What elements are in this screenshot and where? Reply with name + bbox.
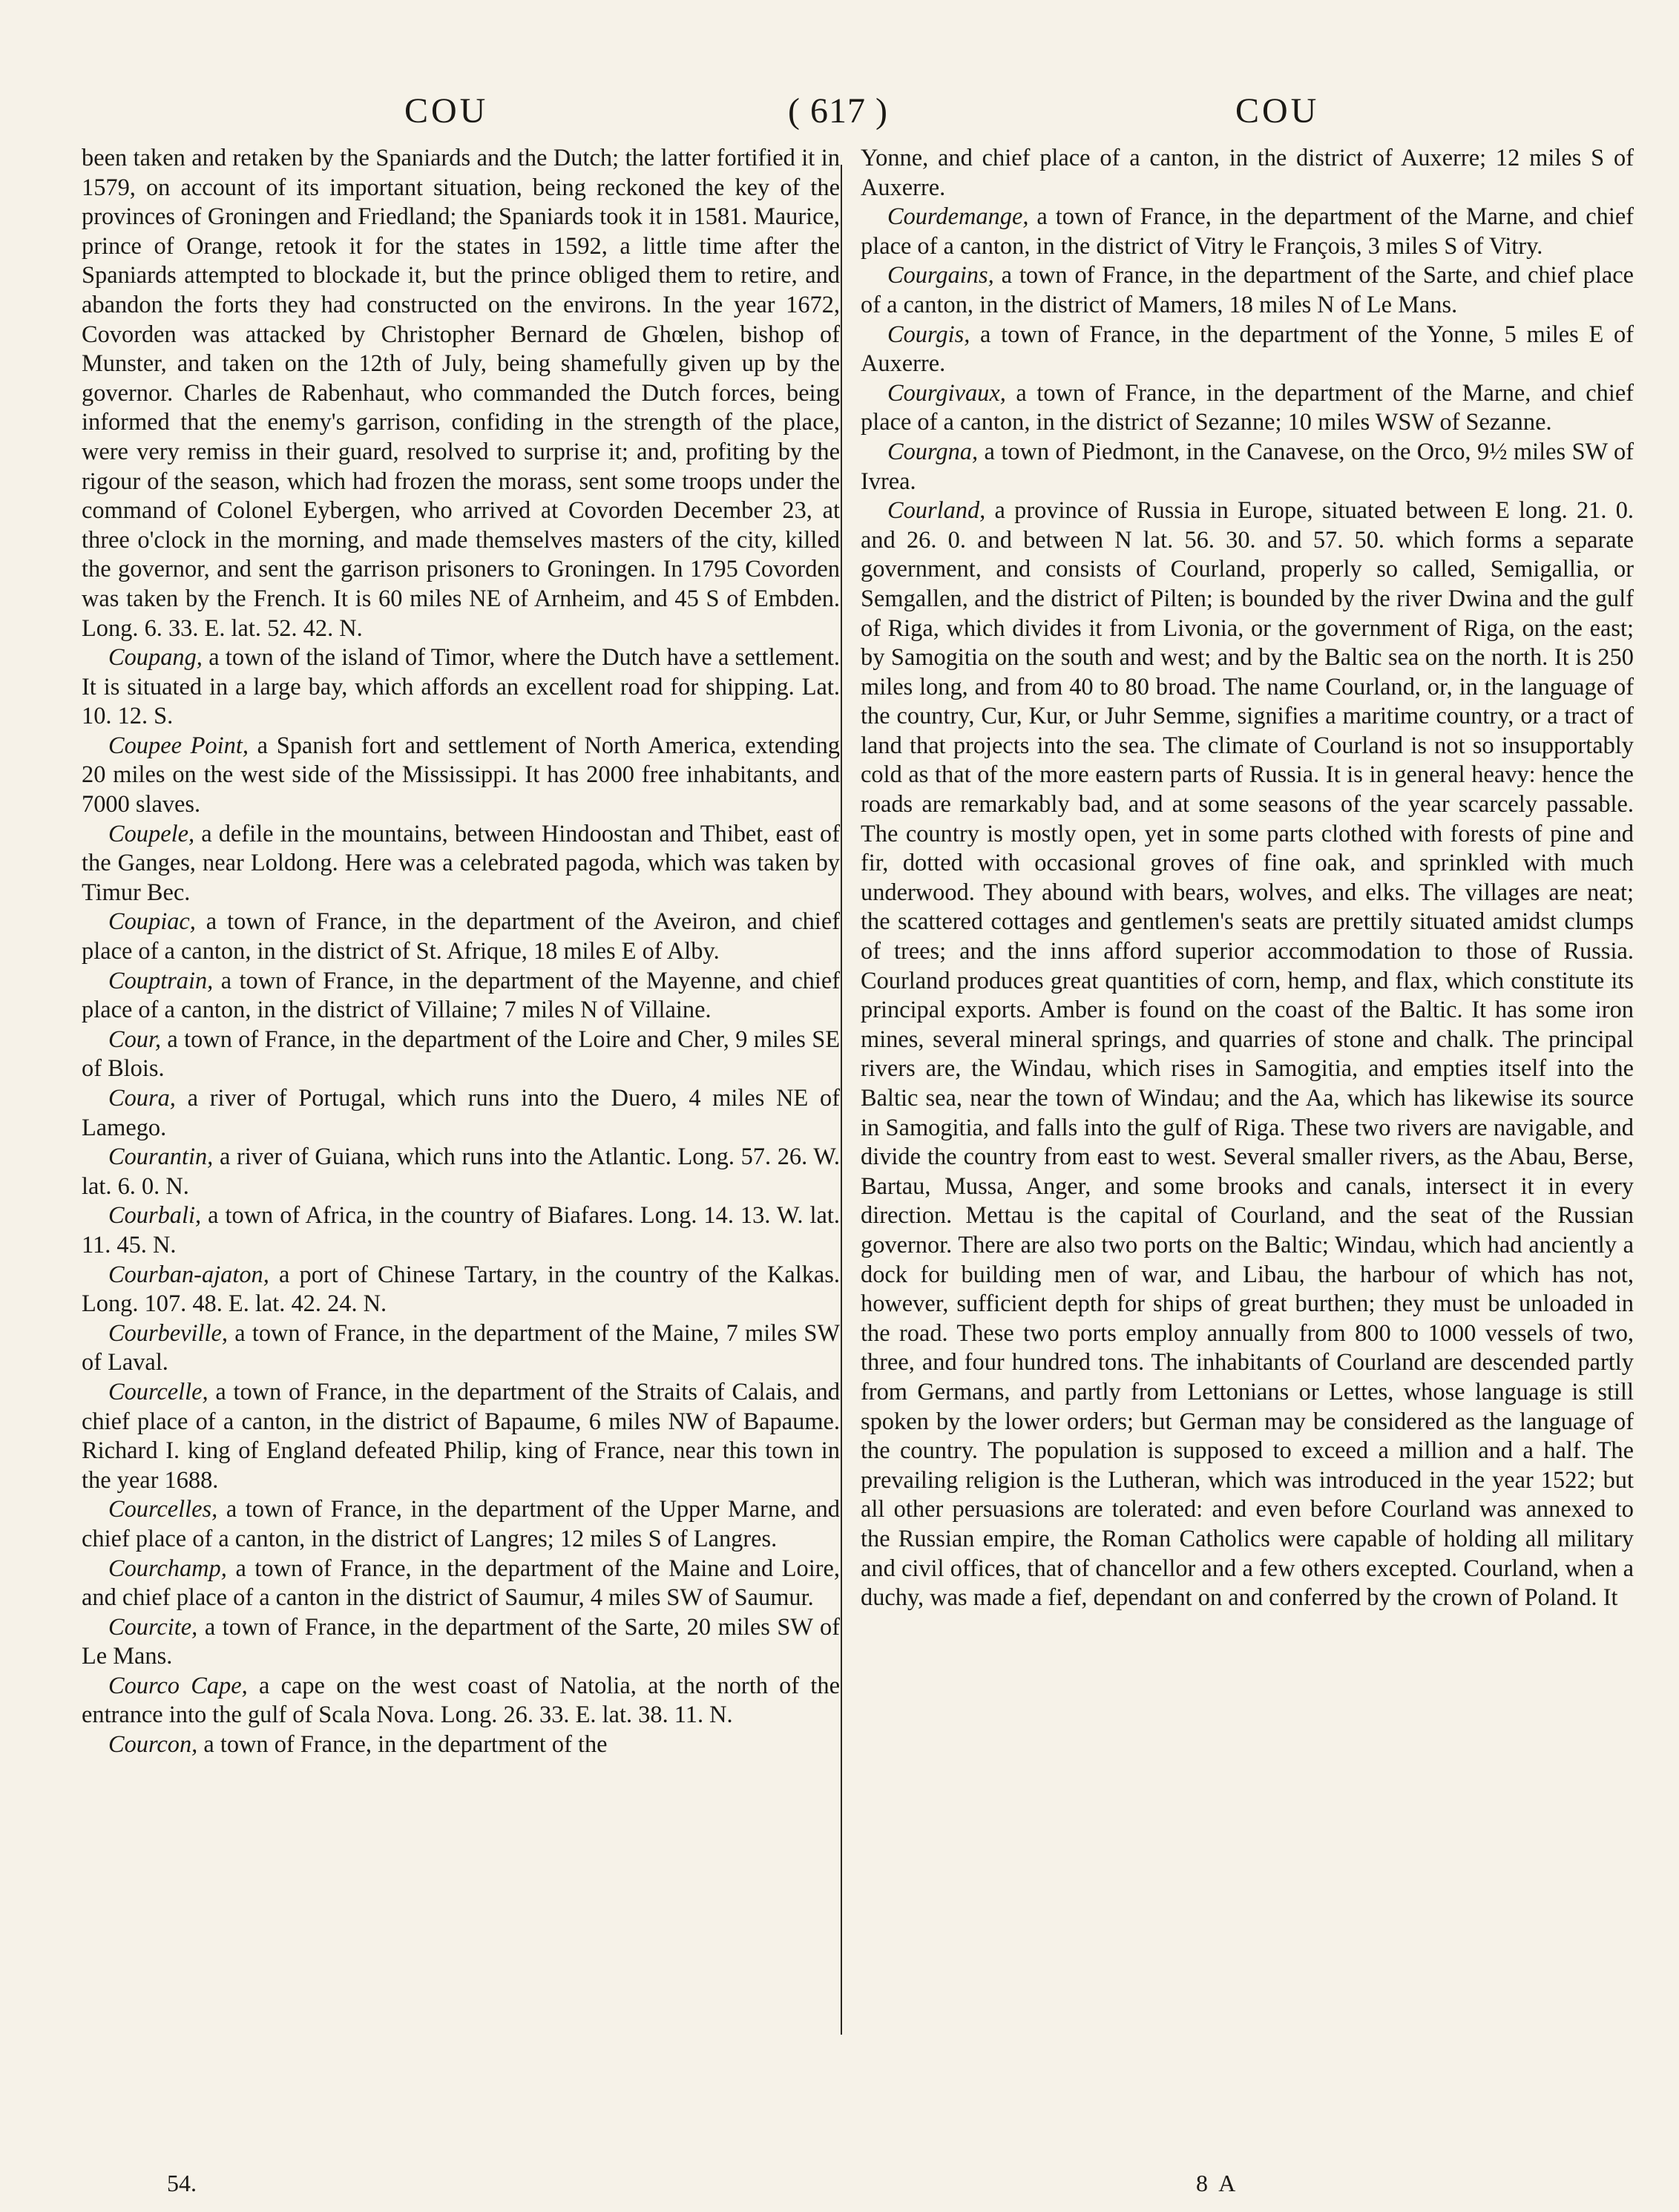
gazetteer-entry: [82, 1730, 840, 1760]
entry-headword: Coura,: [108, 1085, 176, 1112]
running-head-right: COU: [1235, 91, 1320, 131]
running-head-left: COU: [404, 91, 489, 131]
page-number: ( 617 ): [788, 91, 888, 131]
entry-text: a town of France, in the department of the Sarte, 20 miles SW of Le Mans.: [82, 1613, 840, 1670]
entry-text: a defile in the mountains, between Hindoostan and Thibet, east of the Ganges, near Loldong. Here was a celebrated pagoda, which was taken by Timur Bec.: [82, 820, 840, 906]
entry-headword: Courdemange,: [887, 203, 1029, 231]
left-column: [82, 144, 840, 1760]
right-column: [861, 144, 1634, 1613]
column-divider: [841, 165, 842, 2035]
signature-mark-left: 54.: [167, 2170, 197, 2196]
entry-text: a town of France, in the department of the Yonne, 5 miles E of Auxerre.: [861, 321, 1634, 378]
gazetteer-entry: [861, 203, 1634, 261]
entry-text: a river of Portugal, which runs into the Duero, 4 miles NE of Lamego.: [82, 1085, 840, 1141]
gazetteer-entry: [82, 1025, 840, 1084]
entry-headword: Cour,: [108, 1025, 162, 1053]
entry-headword: Courcite,: [108, 1613, 198, 1641]
entry-text: a town of France, in the department of the Maine, 7 miles SW of Laval.: [82, 1319, 840, 1376]
gazetteer-entry: [82, 732, 840, 820]
gazetteer-entry: [82, 1613, 840, 1672]
entry-text: a town of France, in the department of the Marne, and chief place of a canton, in the district of Vitry le François, 3 miles S of Vitry.: [861, 203, 1634, 260]
gazetteer-entry: [82, 1261, 840, 1319]
entry-headword: Coupee Point,: [108, 732, 249, 759]
entry-headword: Courchamp,: [108, 1555, 227, 1582]
entry-text: a river of Guiana, which runs into the Atlantic. Long. 57. 26. W. lat. 6. 0. N.: [82, 1143, 840, 1200]
gazetteer-entry: [861, 321, 1634, 379]
entry-headword: Courgis,: [887, 321, 970, 348]
entry-text: a port of Chinese Tartary, in the country of the Kalkas. Long. 107. 48. E. lat. 42. 24. N.: [82, 1261, 840, 1318]
gazetteer-entry: [82, 643, 840, 732]
entry-headword: Courcelles,: [108, 1496, 218, 1523]
entry-headword: Courbeville,: [108, 1319, 229, 1347]
entry-headword: Courgivaux,: [887, 379, 1006, 407]
entry-headword: Courco Cape,: [108, 1672, 248, 1699]
gazetteer-entry: [82, 1319, 840, 1378]
signature-mark-right: 8 A: [1196, 2170, 1239, 2196]
entry-text: a town of the island of Timor, where the Dutch have a settlement. It is situated in a large bay, which affords an excellent road for shipping. Lat. 10. 12. S.: [82, 644, 840, 730]
gazetteer-entry: [82, 820, 840, 908]
entry-headword: Courcon,: [108, 1731, 198, 1759]
entry-headword: Couptrain,: [108, 967, 214, 994]
entry-text: a town of France, in the department of the Loire and Cher, 9 miles SE of Blois.: [82, 1025, 840, 1083]
entry-text: a town of France, in the department of the Straits of Calais, and chief place of a canton, in the district of Bapaume, 6 miles NW of Bapaume. Richard I. king of England defeated Philip, king of France, near this town in the year 1688.: [82, 1378, 840, 1494]
gazetteer-entry: [82, 1143, 840, 1201]
entry-headword: Courban-ajaton,: [108, 1261, 269, 1288]
entry-headword: Courcelle,: [108, 1378, 208, 1405]
gazetteer-entry: [861, 438, 1634, 496]
entry-headword: Coupele,: [108, 820, 195, 847]
entry-text: a town of France, in the department of the Mayenne, and chief place of a canton, in the district of Villaine; 7 miles N of Villaine.: [82, 967, 840, 1024]
entry-text: a cape on the west coast of Natolia, at the north of the entrance into the gulf of Scala Nova. Long. 26. 33. E. lat. 38. 11. N.: [82, 1672, 840, 1729]
gazetteer-entry: [82, 908, 840, 966]
entry-headword: Coupiac,: [108, 908, 196, 936]
gazetteer-entry: [82, 1672, 840, 1730]
entry-text: a province of Russia in Europe, situated between E long. 21. 0. and 26. 0. and between N lat. 56. 30. and 57. 50. which forms a separate government, and consists of Courland, properly so called, Semigallia, or Semgallen, and the district of Pilten; is bounded by the river Dwina and the gulf of Riga, which divides it from Livonia, or the government of Riga, on the east; by Samogitia on the south and west; and by the Baltic sea on the north. It is 250 miles long, and from 40 to 80 broad. The name Courland, or, in the language of the country, Cur, Kur, or Juhr Semme, signifies a maritime country, or a tract of land that projects into the sea. The climate of Courland is not so insupportably cold as that of the more eastern parts of Russia. It is in general heavy: hence the roads are remarkably bad, and at some seasons of the year scarcely passable. The country is mostly open, yet in some parts clothed with forests of pine and fir, dotted with occasional groves of fine oak, and sprinkled with much underwood. They abound with bears, wolves, and elks. The villages are neat; the scattered cottages and gentlemen's seats are prettily situated amidst clumps of trees; and the inns afford superior accommodation to those of Russia. Courland produces great quantities of corn, hemp, and flax, which constitute its principal exports. Amber is found on the coast of the Baltic. It has some iron mines, several mineral springs, and quarries of stone and chalk. The principal rivers are, the Windau, which rises in Samogitia, and empties itself into the Baltic sea, near the town of Windau; and the Aa, which has likewise its source in Samogitia, and falls into the gulf of Riga. These two rivers are navigable, and divide the country from east to west. Several smaller rivers, as the Abau, Berse, Bartau, Mussa, Anger, and some brooks and canals, intersect it in every direction. Mettau is the capital of Courland, and the seat of the Russian governor. There are also two ports on the Baltic; Windau, which had anciently a dock for building men of war, and Libau, the harbour of which has not, however, sufficient depth for ships of great burthen; they must be unloaded in the road. These two ports employ annually from 800 to 1000 vessels of two, three, and four hundred tons. The inhabitants of Courland are descended partly from Germans, and partly from Lettonians or Lettes, whose language is still spoken by the lower orders; but German may be considered as the language of the country. The population is supposed to exceed a million and a half. The prevailing religion is the Lutheran, which was introduced in the year 1522; but all other persuasions are tolerated: and even before Courland was annexed to the Russian empire, the Roman Catholics were capable of holding all military and civil offices, that of chancellor and a few others excepted. Courland, when a duchy, was made a fief, dependant on and conferred by the crown of Poland. It: [861, 497, 1634, 1612]
entry-headword: Courland,: [887, 497, 986, 525]
gazetteer-entry: [861, 144, 1634, 203]
entry-text: a Spanish fort and settlement of North America, extending 20 miles on the west side of the Mississippi. It has 2000 free inhabitants, and 7000 slaves.: [82, 732, 840, 818]
entry-headword: Coupang,: [108, 644, 203, 672]
entry-text: Yonne, and chief place of a canton, in the district of Auxerre; 12 miles S of Auxerre.: [861, 145, 1634, 201]
gazetteer-entry: [82, 967, 840, 1025]
entry-headword: Courgna,: [887, 438, 979, 465]
gazetteer-entry: [861, 261, 1634, 320]
gazetteer-entry: [82, 1555, 840, 1613]
entry-headword: Courantin,: [108, 1143, 214, 1171]
entry-text: been taken and retaken by the Spaniards and the Dutch; the latter fortified it in 1579, on account of its important situation, being reckoned the key of the provinces of Groningen and Friedland; the Spaniards took it in 1581. Maurice, prince of Orange, retook it for the states in 1592, a little time after the Spaniards attempted to blockade it, but the prince obliged them to retire, and abandon the forts they had constructed on the environs. In the year 1672, Covorden was attacked by Christopher Bernard de Ghœlen, bishop of Munster, and taken on the 12th of July, being shamefully given up by the governor. Charles de Rabenhaut, who commanded the Dutch forces, being informed that the enemy's garrison, confiding in the strength of the place, were very remiss in their guard, resolved to surprise it; and, profiting by the rigour of the season, which had frozen the morass, sent some troops under the command of Colonel Eybergen, who arrived at Covorden December 23, at three o'clock in the morning, and made themselves masters of the city, killed the governor, and sent the garrison prisoners to Groningen. In 1795 Covorden was taken by the French. It is 60 miles NE of Arnheim, and 45 S of Embden. Long. 6. 33. E. lat. 52. 42. N.: [82, 145, 840, 642]
entry-text: a town of France, in the department of the Maine and Loire, and chief place of a canton in the district of Saumur, 4 miles SW of Saumur.: [82, 1555, 840, 1612]
gazetteer-entry: [861, 496, 1634, 1613]
gazetteer-entry: [861, 379, 1634, 438]
entry-text: a town of France, in the department of the Upper Marne, and chief place of a canton, in the district of Langres; 12 miles S of Langres.: [82, 1496, 840, 1552]
entry-text: a town of France, in the department of the Sarte, and chief place of a canton, in the district of Mamers, 18 miles N of Le Mans.: [861, 262, 1634, 318]
gazetteer-entry: [82, 1495, 840, 1554]
entry-text: a town of Africa, in the country of Biafares. Long. 14. 13. W. lat. 11. 45. N.: [82, 1202, 840, 1258]
entry-headword: Courbali,: [108, 1202, 202, 1230]
entry-text: a town of Piedmont, in the Canavese, on the Orco, 9½ miles SW of Ivrea.: [861, 438, 1634, 495]
gazetteer-entry: [82, 1378, 840, 1495]
gazetteer-entry: [82, 144, 840, 643]
gazetteer-entry: [82, 1201, 840, 1260]
entry-text: a town of France, in the department of the Marne, and chief place of a canton, in the district of Sezanne; 10 miles WSW of Sezanne.: [861, 379, 1634, 436]
entry-text: a town of France, in the department of the Aveiron, and chief place of a canton, in the district of St. Afrique, 18 miles E of Alby.: [82, 908, 840, 965]
entry-headword: Courgains,: [887, 262, 994, 289]
gazetteer-entry: [82, 1084, 840, 1143]
entry-text: a town of France, in the department of the: [197, 1731, 608, 1759]
